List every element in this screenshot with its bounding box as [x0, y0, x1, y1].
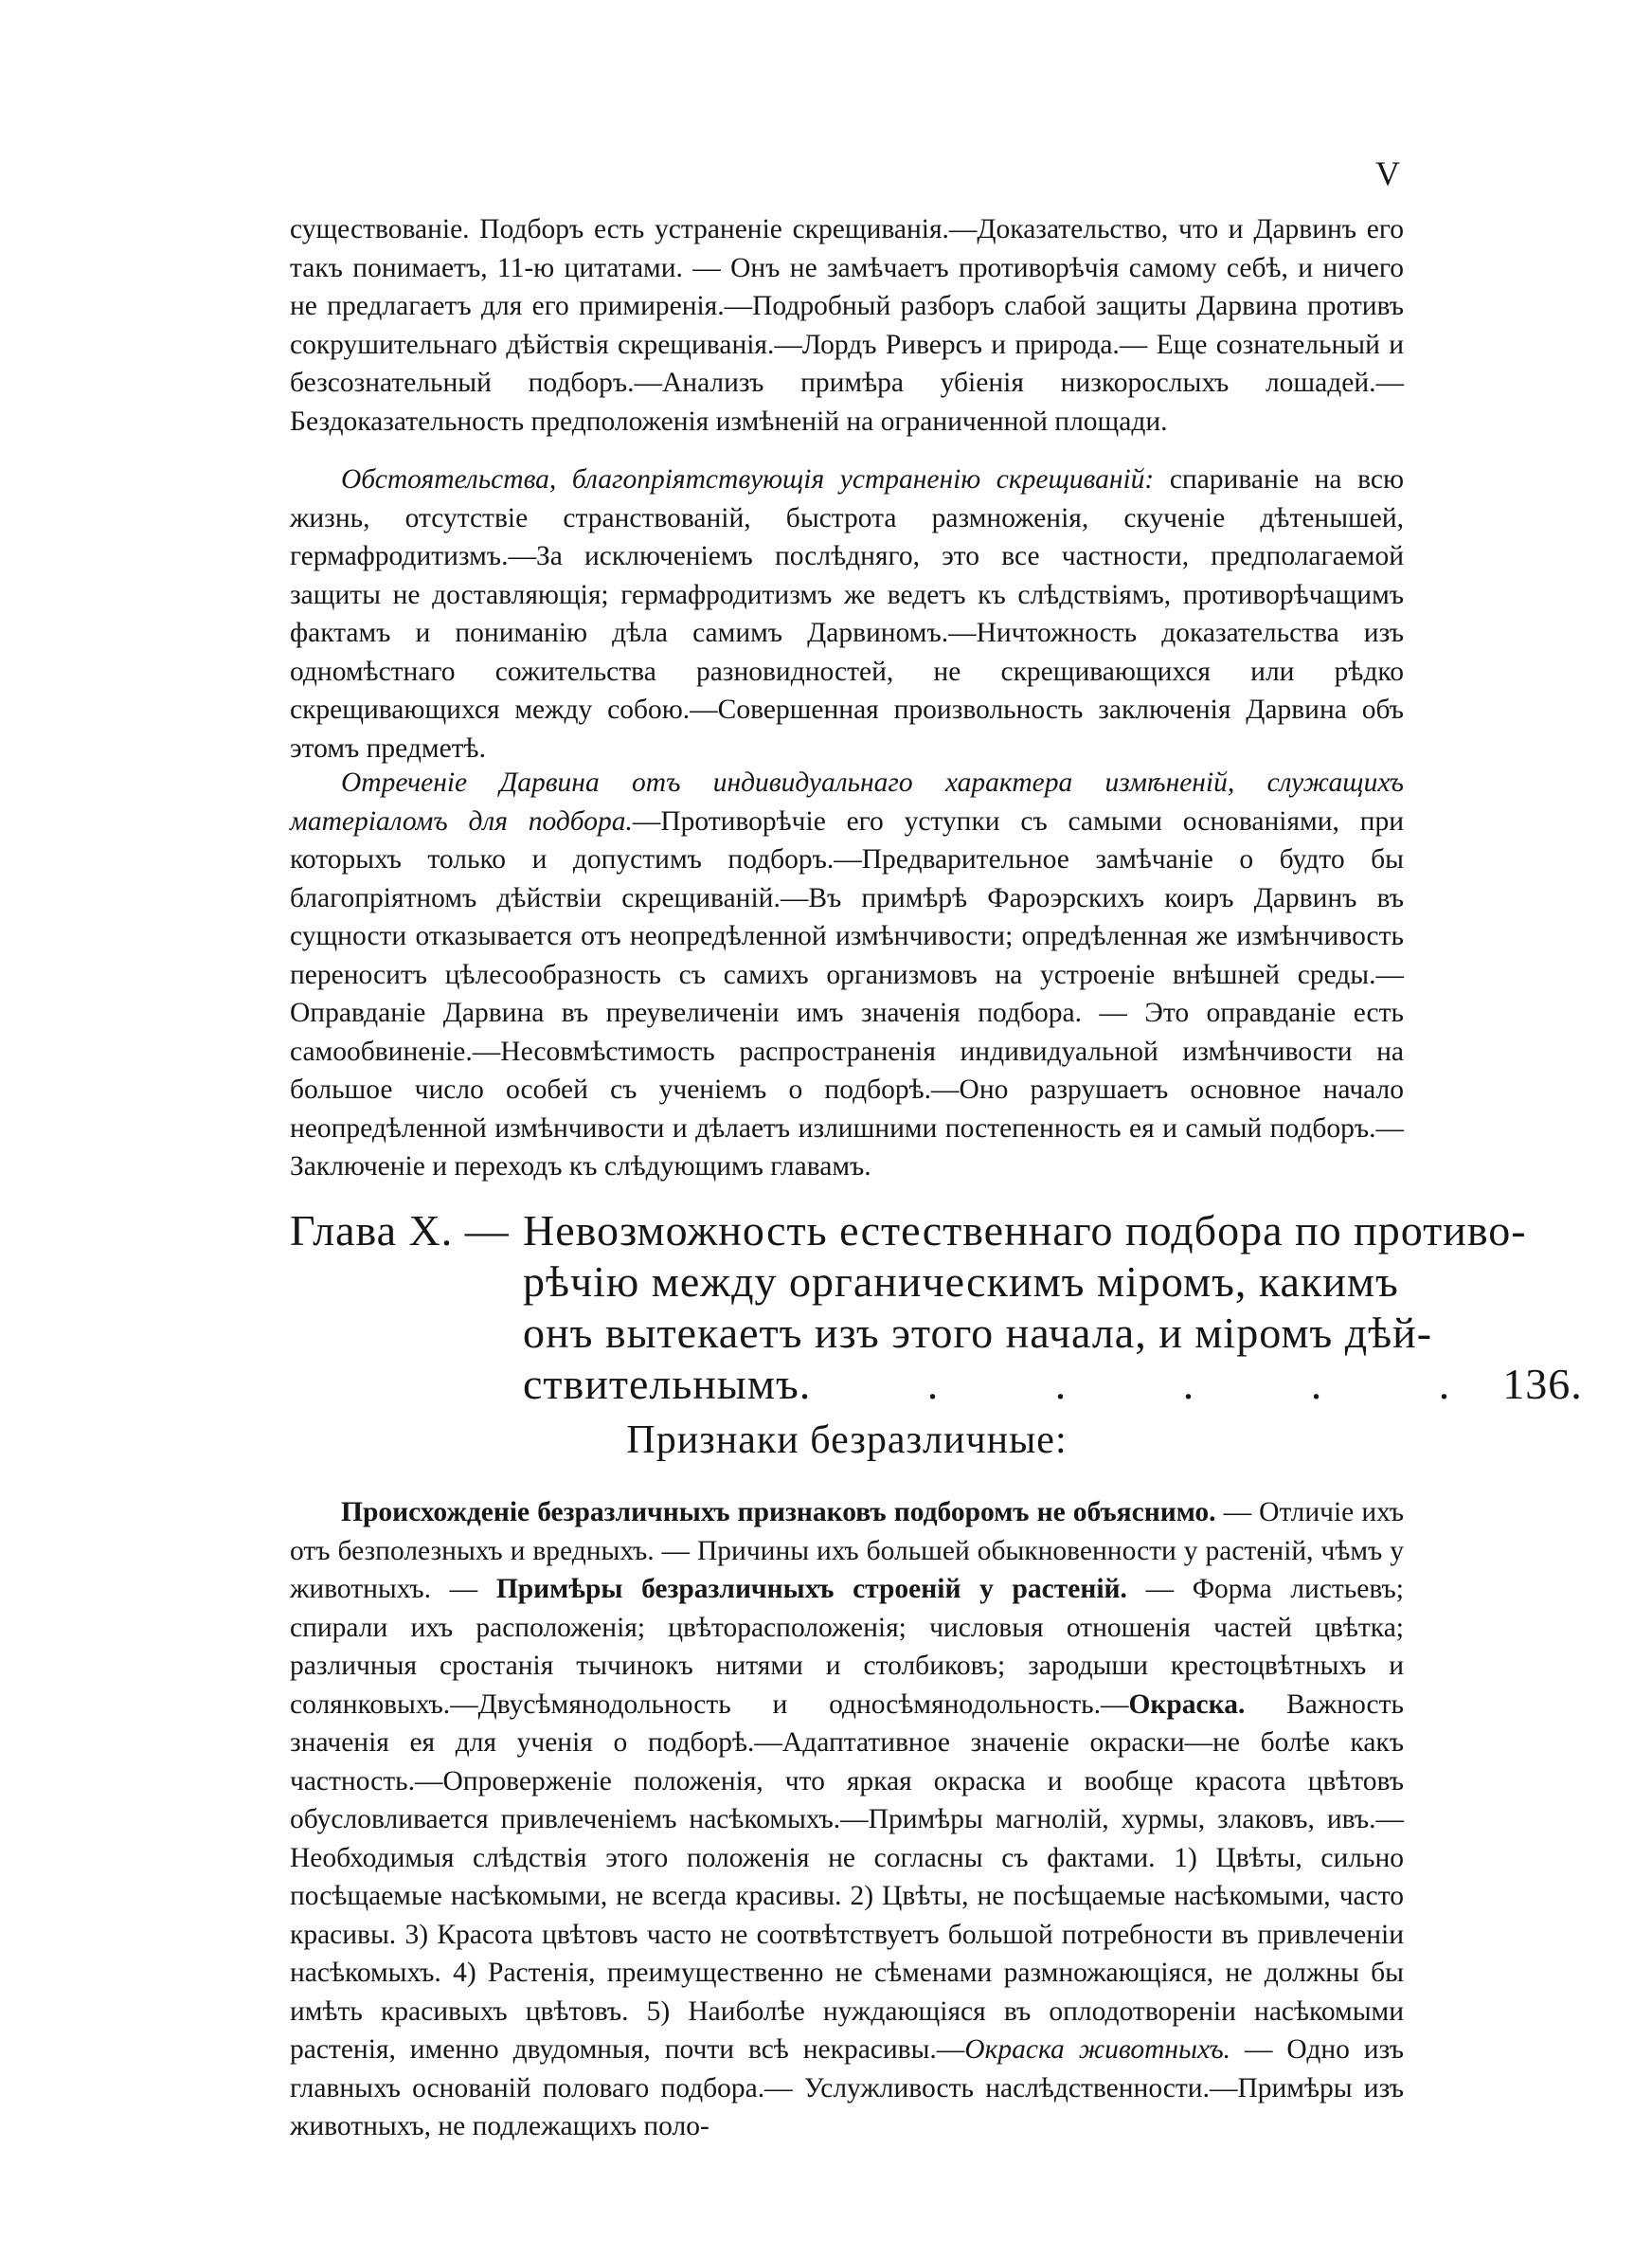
page-number: V — [1375, 154, 1401, 192]
paragraph-1-text: существованіе. Подборъ есть устраненіе скрещиванія.—Доказательство, что и Дарвинъ его такъ понимаетъ, 11-ю цитатами. — Онъ не замѣчаетъ противорѣчія самому себѣ, и ничего не предлагаетъ для его примиренія.—Подробный разборъ слабой защиты Дарвина противъ сокрушительнаго дѣйствія скрещиванія.—Лордъ Риверсъ и природа.— Еще сознательный и безсознательный подборъ.—Анализъ примѣра убіенія низкорослыхъ лошадей.—Бездоказательность предположенія измѣненій на ограниченной площади. — [290, 214, 1404, 437]
paragraph-4-text-4: — Одно изъ главныхъ основаній половаго подбора.— Услужливость наслѣдственности.—Примѣры изъ животныхъ, не подлежащихъ поло- — [290, 2034, 1404, 2141]
section-subheading: Признаки безразличные: — [626, 1418, 1068, 1462]
chapter-title — [523, 1205, 1583, 1410]
paragraph-4-bold-3: Окраска. — [1128, 1688, 1246, 1720]
paragraph-4-text-3: Важность значенія ея для ученія о подборѣ.—Адаптативное значеніе окраски—не болѣе какъ частность.—Опроверженіе положенія, что яркая окраска и вообще красота цвѣтовъ обусловливается привлеченіемъ насѣкомыхъ.—Примѣры магнолій, хурмы, злаковъ, ивъ.—Необходимыя слѣдствія этого положенія не согласны съ фактами. 1) Цвѣты, сильно посѣщаемые насѣкомыми, не всегда красивы. 2) Цвѣты, не посѣщаемые насѣкомыми, часто красивы. 3) Красота цвѣтовъ часто не соотвѣтствуетъ большой потребности въ привлеченіи насѣкомыхъ. 4) Растенія, преимущественно не сѣменами размножающіяся, не должны бы имѣть красивыхъ цвѣтовъ. 5) Наиболѣе нуждающіяся въ оплодотвореніи насѣкомыми растенія, именно двудомныя, почти всѣ некрасивы.— — [290, 1688, 1404, 2065]
chapter-title-line-3: онъ вытекаетъ изъ этого начала, и міромъ дѣй- — [523, 1309, 1433, 1357]
chapter-title-line-1: Невозможность естественнаго подбора по противо- — [523, 1206, 1527, 1255]
paragraph-4-text-1: — Отличіе ихъ отъ безполезныхъ и вредныхъ. — Причины ихъ большей обыкновенности у растеній, чѣмъ у животныхъ. — — [290, 1497, 1404, 1604]
paragraph-3-text: —Противорѣчіе его уступки съ самыми основаніями, при которыхъ только и допустимъ подборъ.—Предварительное замѣчаніе о будто бы благопріятномъ дѣйствіи скрещиваній.—Въ примѣрѣ Фароэрскихъ коиръ Дарвинъ въ сущности отказывается отъ неопредѣленной измѣнчивости; опредѣленная же измѣнчивость переноситъ цѣлесообразность съ самихъ организмовъ на устроеніе внѣшней среды.— Оправданіе Дарвина въ преувеличеніи имъ значенія подбора. — Это оправданіе есть самообвиненіе.—Несовмѣстимость распространенія индивидуальной измѣнчивости на большое число особей съ ученіемъ о подборѣ.—Оно разрушаетъ основное начало неопредѣленной измѣнчивости и дѣлаетъ излишними постепенность ея и самый подборъ.—Заключеніе и переходъ къ слѣдующимъ главамъ. — [290, 805, 1404, 1182]
chapter-title-line-4 — [523, 1359, 1583, 1410]
paragraph-4-text-2: — Форма листьевъ; спирали ихъ расположенія; цвѣторасположенія; числовыя отношенія частей цвѣтка; различныя сростанія тычинокъ нитями и столбиковъ; зародыши крестоцвѣтныхъ и солянковыхъ.—Двусѣмянодольность и односѣмянодольность.— — [290, 1574, 1405, 1720]
paragraph-4-italic-1: Окраска животныхъ. — [964, 2034, 1231, 2065]
chapter-title-line-2: рѣчію между органическимъ міромъ, какимъ — [523, 1257, 1399, 1306]
paragraph-3-italic-lead: Отреченіе Дарвина отъ индивидуальнаго характера измѣненій, служащихъ матеріаломъ для подбора. — [290, 767, 1404, 837]
chapter-page-ref: 136. — [1502, 1360, 1583, 1408]
paragraph-1 — [290, 210, 1404, 441]
paragraph-3 — [290, 764, 1404, 1186]
paragraph-4-bold-2: Примѣры безразличныхъ строеній у растеній. — [495, 1574, 1127, 1604]
chapter-label: Глава X. — — [290, 1206, 510, 1255]
chapter-title-line-4-text: ствительнымъ — [523, 1360, 799, 1408]
paragraph-4 — [290, 1493, 1404, 2146]
paragraph-2 — [290, 460, 1404, 767]
paragraph-4-bold-1: Происхожденіе безразличныхъ признаковъ подборомъ не объяснимо. — [341, 1497, 1216, 1527]
paragraph-2-italic-lead: Обстоятельства, благопріятствующія устраненію скрещиваній: — [341, 464, 1155, 495]
paragraph-2-text: спариваніе на всю жизнь, отсутствіе странствованій, быстрота размноженія, скученіе дѣтенышей, гермафродитизмъ.—За исключеніемъ послѣдняго, это все частности, предполагаемой защиты не доставляющія; гермафродитизмъ же ведетъ къ слѣдствіямъ, противорѣчащимъ фактамъ и пониманію дѣла самимъ Дарвиномъ.—Ничтожность доказательства изъ одномѣстнаго сожительства разновидностей, не скрещивающихся или рѣдко скрещивающихся между собою.—Совершенная произвольность заключенія Дарвина объ этомъ предметѣ. — [290, 464, 1404, 764]
chapter-leader-dots: . . . . . . — [799, 1360, 1503, 1408]
